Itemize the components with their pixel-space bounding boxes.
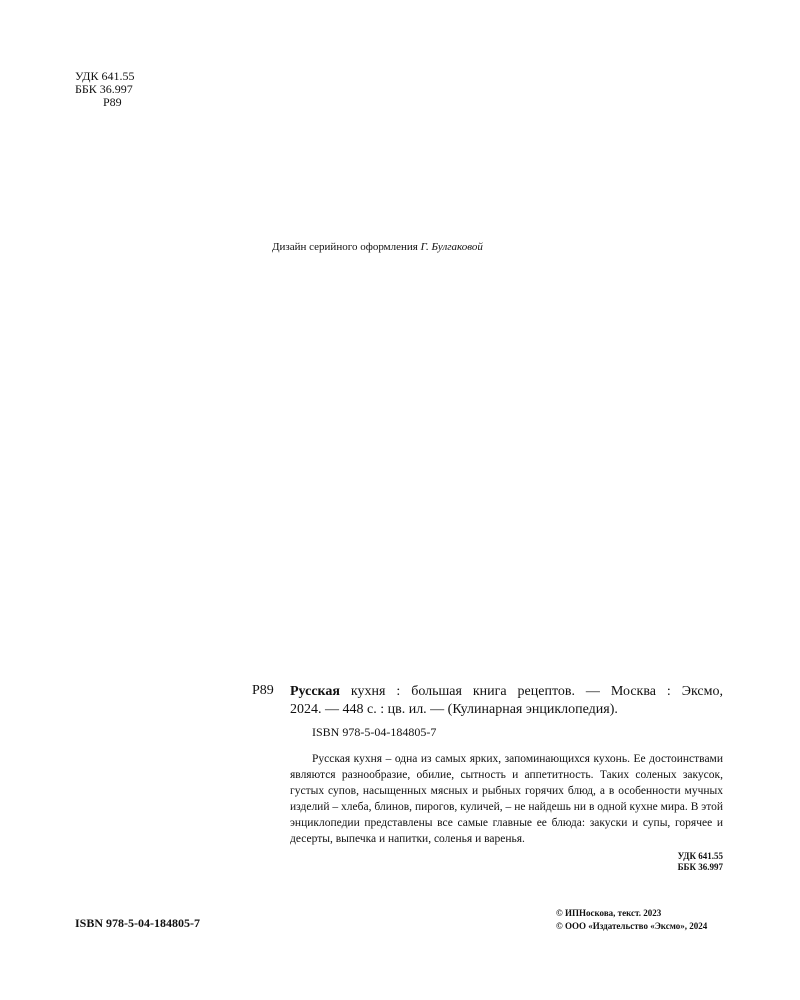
catalog-udk: УДК 641.55 bbox=[677, 851, 723, 861]
annotation-text: Русская кухня – одна из самых ярких, запоминающихся кухонь. Ее достоинствами являются разнообразие, обилие, сытность и аппетитность. Таких соленых закусок, густых супов, насыщенных мясных и рыбных горячих блюд, а в особенности мучных изделий – хлеба, блинов, пирогов, куличей, – не найдешь ни в одной кухне мира. В этой энциклопедии представлены все самые главные ее блюда: закуски и супы, горячее и десерты, выпечка и напитки, соленья и варенья. bbox=[290, 753, 723, 845]
copyright-block bbox=[556, 907, 707, 933]
catalog-bbk: ББК 36.997 bbox=[677, 862, 723, 872]
copyright-publisher: © ООО «Издательство «Эксмо», 2024 bbox=[556, 921, 708, 931]
bibliographic-title-line2: 2024. — 448 с. : цв. ил. — (Кулинарная энциклопедия). bbox=[290, 702, 618, 717]
designer-name: Г. Булгаковой bbox=[420, 241, 483, 253]
copyright-text: © ИПНоскова, текст. 2023 bbox=[556, 908, 662, 918]
catalog-classification bbox=[290, 851, 723, 873]
catalog-isbn: ISBN 978-5-04-184805-7 bbox=[312, 725, 437, 739]
bbk-code: ББК 36.997 bbox=[75, 82, 133, 96]
udk-code: УДК 641.55 bbox=[75, 69, 135, 83]
title-bold-word: Русская bbox=[290, 684, 340, 699]
isbn-footer: ISBN 978-5-04-184805-7 bbox=[75, 916, 200, 930]
series-design-credit bbox=[272, 241, 483, 253]
series-design-label: Дизайн серийного оформления bbox=[272, 241, 421, 253]
catalog-author-mark: Р89 bbox=[252, 683, 274, 698]
title-rest: кухня : большая книга рецептов. — Москва : Эксмо, bbox=[339, 684, 723, 699]
catalog-card bbox=[290, 683, 723, 873]
author-mark: Р89 bbox=[103, 95, 122, 109]
top-classification-block bbox=[75, 70, 134, 109]
bibliographic-title-line1 bbox=[290, 683, 723, 701]
